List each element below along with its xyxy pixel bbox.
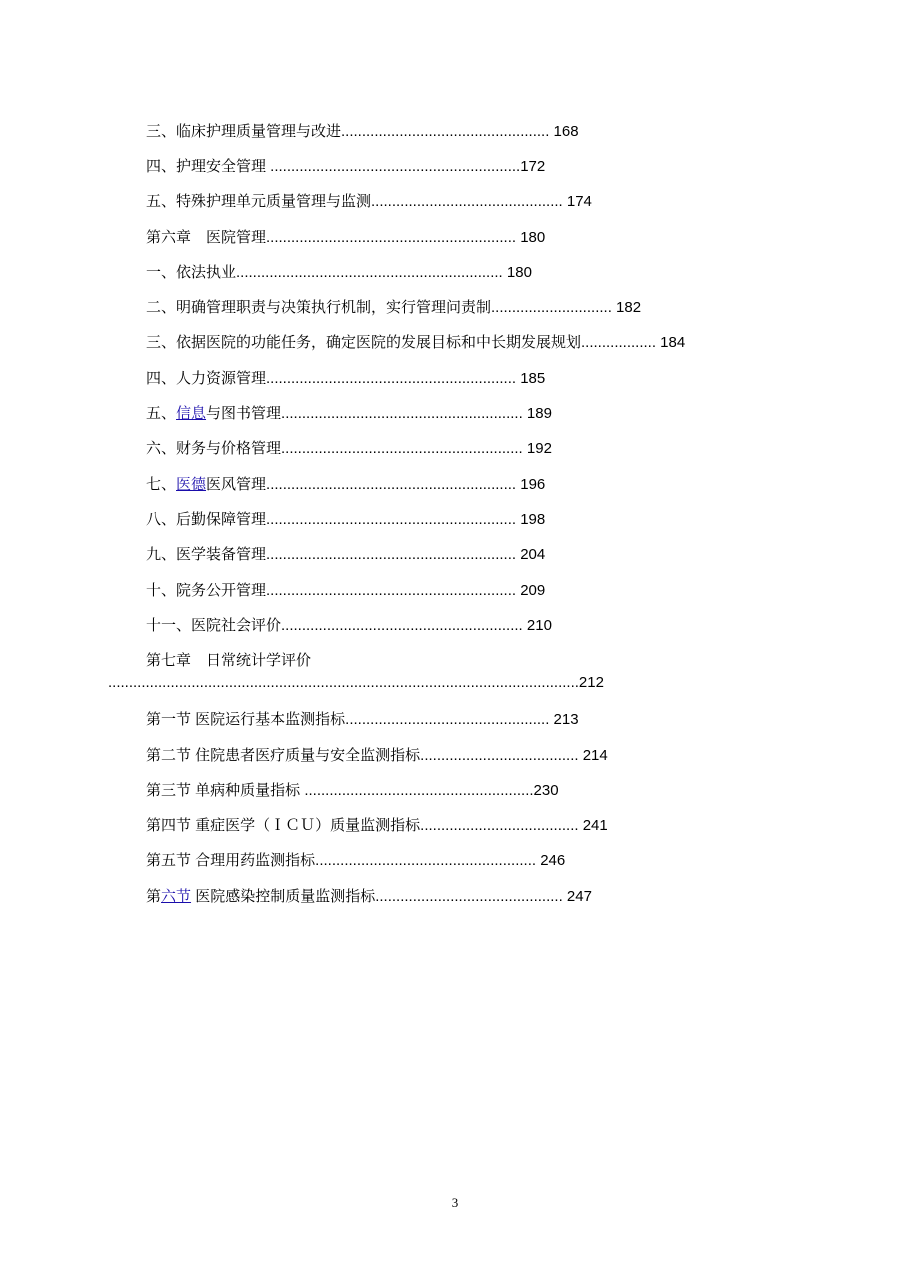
toc-entry[interactable] xyxy=(146,816,608,836)
toc-chapter-entry[interactable] xyxy=(146,651,311,671)
toc-chapter-entry[interactable] xyxy=(146,228,545,248)
toc-entry[interactable] xyxy=(146,404,552,424)
toc-entry[interactable] xyxy=(146,298,641,318)
toc-entry[interactable] xyxy=(146,851,565,871)
toc-entry-text: 二、明确管理职责与决策执行机制，实行管理问责制............................. 182 xyxy=(146,299,642,316)
toc-entry-text: 三、依据医院的功能任务，确定医院的发展目标和中长期发展规划.................. 184 xyxy=(146,334,686,351)
toc-entry-prefix: 七、 xyxy=(146,476,177,493)
toc-entry-text: 四、人力资源管理............................................................ 185 xyxy=(146,370,546,387)
toc-entry[interactable] xyxy=(146,475,545,495)
toc-leader-line[interactable] xyxy=(108,673,604,693)
toc-entry[interactable] xyxy=(146,710,579,730)
toc-entry-text: 第五节 合理用药监测指标..................................................... 246 xyxy=(146,852,566,869)
toc-entry[interactable] xyxy=(146,369,545,389)
hyperlink-text[interactable]: 信息 xyxy=(176,405,207,422)
toc-entry[interactable] xyxy=(146,887,592,907)
hyperlink-text[interactable]: 医德 xyxy=(176,476,207,493)
page-number: 3 xyxy=(451,1195,459,1210)
toc-entry[interactable] xyxy=(146,122,579,142)
toc-entry[interactable] xyxy=(146,781,559,801)
toc-entry-text: 六、财务与价格管理.......................................................... 192 xyxy=(146,440,552,457)
toc-entry-text: 第二节 住院患者医疗质量与安全监测指标...................................... 214 xyxy=(146,747,608,764)
toc-entry-text: 十、院务公开管理............................................................ 209 xyxy=(146,582,546,599)
toc-entry-text: 第七章 日常统计学评价 xyxy=(146,652,312,669)
toc-entry[interactable] xyxy=(146,439,552,459)
toc-entry-text: 四、护理安全管理 ............................................................172 xyxy=(146,158,546,175)
toc-entry[interactable] xyxy=(146,616,552,636)
toc-entry-text: 八、后勤保障管理............................................................ 198 xyxy=(146,511,546,528)
toc-entry[interactable] xyxy=(146,157,545,177)
toc-entry-text: 第三节 单病种质量指标 .......................................................230 xyxy=(146,782,559,799)
toc-entry-text: 九、医学装备管理............................................................ 204 xyxy=(146,546,546,563)
toc-entry-text: 十一、医院社会评价.......................................................... 210 xyxy=(146,617,552,634)
toc-entry-prefix: 第 xyxy=(146,888,162,905)
toc-entry[interactable] xyxy=(146,581,545,601)
toc-entry-text: 三、临床护理质量管理与改进.................................................. 168 xyxy=(146,123,579,140)
toc-entry-text: 一、依法执业................................................................ 180 xyxy=(146,264,532,281)
toc-entry-suffix: 医风管理............................................................ 196 xyxy=(206,476,546,493)
toc-entry-suffix: 医院感染控制质量监测指标............................................. 247 xyxy=(191,888,592,905)
toc-entry-text: 第六章 医院管理............................................................ 180 xyxy=(146,229,546,246)
hyperlink-text[interactable]: 六节 xyxy=(161,888,192,905)
toc-entry[interactable] xyxy=(146,746,608,766)
toc-entry[interactable] xyxy=(146,510,545,530)
toc-entry[interactable] xyxy=(146,192,592,212)
toc-entry-text: 第一节 医院运行基本监测指标................................................. 213 xyxy=(146,711,579,728)
toc-entry-text: 第四节 重症医学（ＩＣＵ）质量监测指标...................................... 241 xyxy=(146,817,608,834)
toc-entry[interactable] xyxy=(146,333,685,353)
toc-entry-text: 五、特殊护理单元质量管理与监测.............................................. 174 xyxy=(146,193,592,210)
toc-entry-suffix: 与图书管理.......................................................... 189 xyxy=(206,405,552,422)
toc-entry-prefix: 五、 xyxy=(146,405,177,422)
toc-entry[interactable] xyxy=(146,545,545,565)
toc-entry-text: .................................................................................................................212 xyxy=(108,674,604,691)
toc-entry[interactable] xyxy=(146,263,532,283)
